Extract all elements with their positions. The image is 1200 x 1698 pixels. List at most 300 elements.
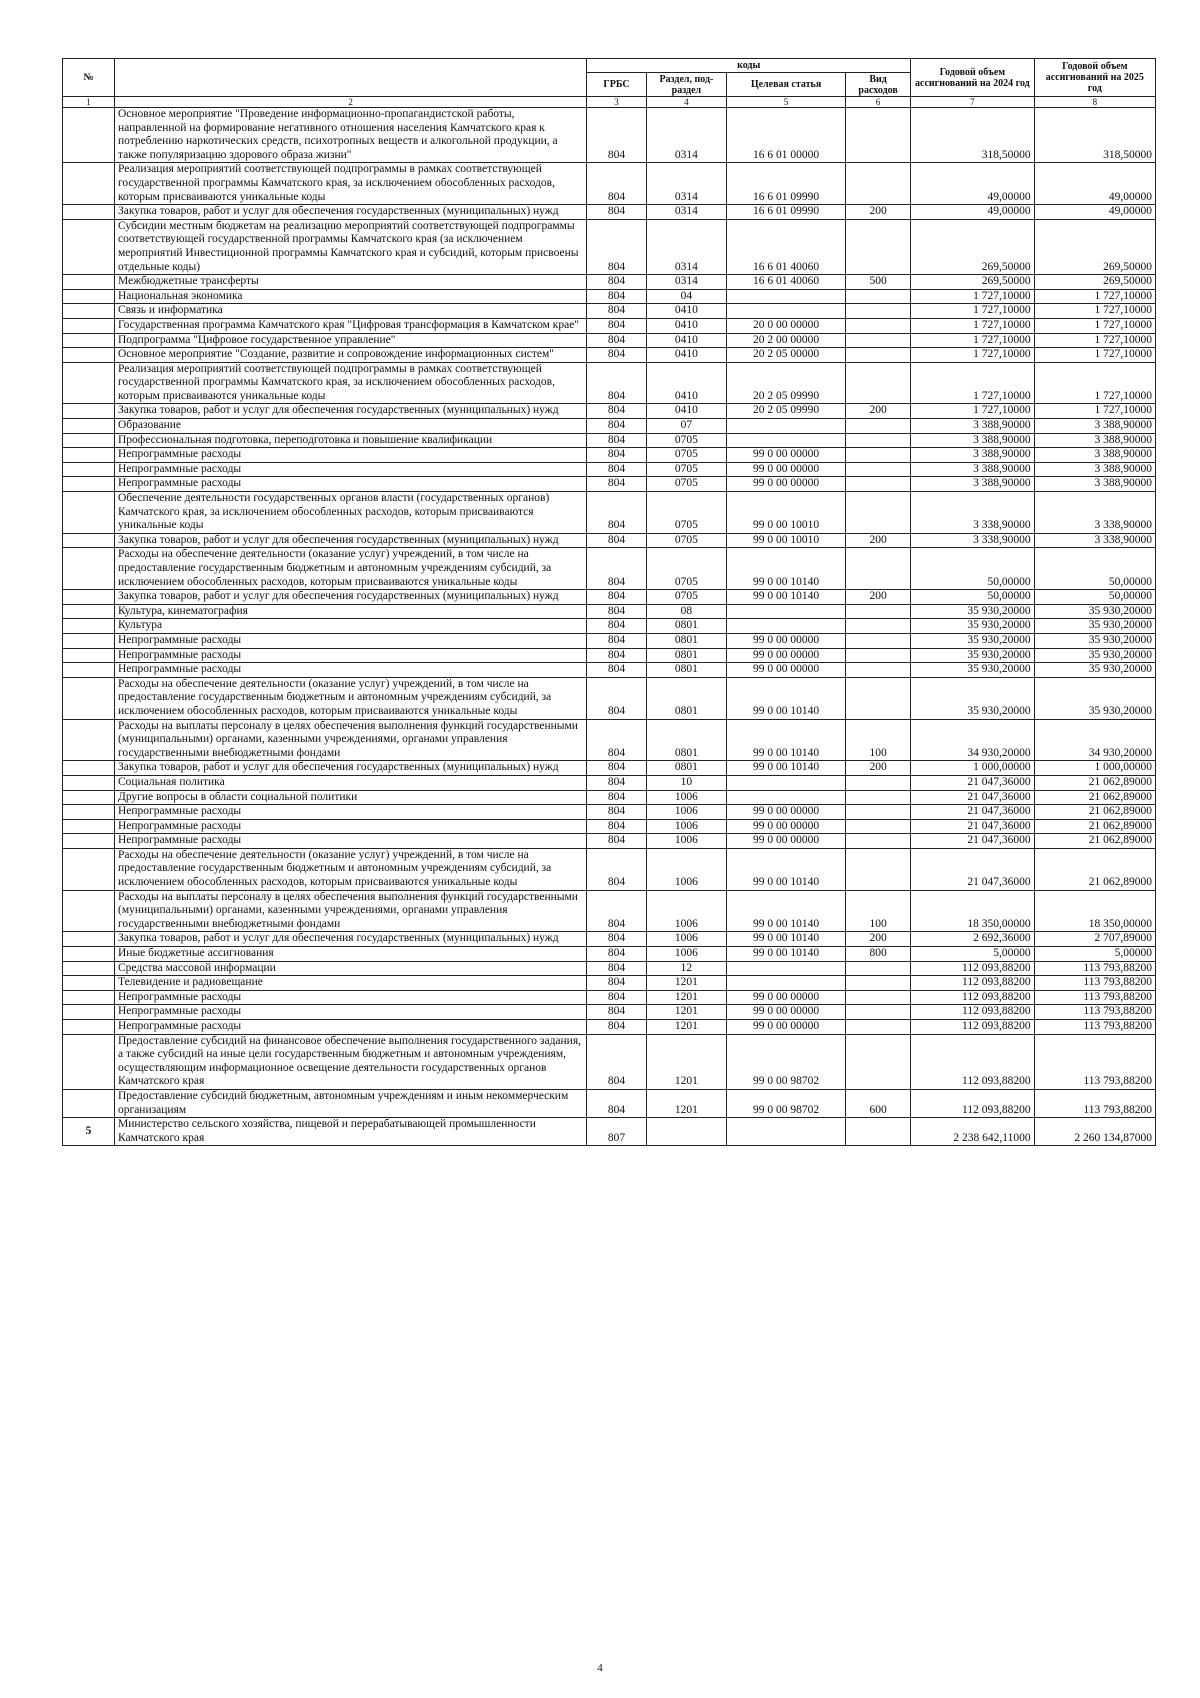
header-year-2025: Годовой объем ассигнований на 2025 год	[1034, 59, 1155, 97]
grbs-code: 804	[587, 890, 647, 932]
row-number	[63, 590, 115, 605]
amount-2025: 3 338,90000	[1034, 492, 1155, 534]
section-code: 0801	[646, 761, 726, 776]
section-code: 1006	[646, 947, 726, 962]
header-row-top	[63, 59, 1156, 73]
amount-2025: 269,50000	[1034, 219, 1155, 274]
table-row	[63, 333, 1156, 348]
expense-name: Министерство сельского хозяйства, пищевой и перерабатывающей промышленности Камчатского края	[114, 1118, 586, 1146]
section-code: 0410	[646, 404, 726, 419]
table-row	[63, 1034, 1156, 1089]
target-article-code	[726, 419, 845, 434]
target-article-code: 99 0 00 00000	[726, 648, 845, 663]
target-article-code: 99 0 00 00000	[726, 1005, 845, 1020]
column-number: 8	[1034, 97, 1155, 108]
amount-2025: 113 793,88200	[1034, 990, 1155, 1005]
grbs-code: 804	[587, 433, 647, 448]
expense-name: Средства массовой информации	[114, 961, 586, 976]
target-article-code	[726, 604, 845, 619]
row-number	[63, 604, 115, 619]
expense-type-code	[846, 333, 911, 348]
section-code: 0705	[646, 533, 726, 548]
row-number	[63, 163, 115, 205]
row-number	[63, 1020, 115, 1035]
amount-2024: 50,00000	[911, 548, 1034, 590]
target-article-code	[726, 976, 845, 991]
section-code: 08	[646, 604, 726, 619]
expense-name: Культура	[114, 619, 586, 634]
target-article-code	[726, 1118, 845, 1146]
row-number	[63, 761, 115, 776]
section-code: 0705	[646, 492, 726, 534]
table-row	[63, 775, 1156, 790]
section-code: 07	[646, 419, 726, 434]
amount-2025: 35 930,20000	[1034, 677, 1155, 719]
target-article-code: 99 0 00 00000	[726, 633, 845, 648]
expense-type-code	[846, 775, 911, 790]
expense-type-code	[846, 648, 911, 663]
amount-2025: 3 388,90000	[1034, 462, 1155, 477]
row-number	[63, 548, 115, 590]
row-number	[63, 404, 115, 419]
row-number	[63, 848, 115, 890]
amount-2025: 113 793,88200	[1034, 1034, 1155, 1089]
table-row	[63, 590, 1156, 605]
amount-2024: 3 388,90000	[911, 462, 1034, 477]
amount-2025: 49,00000	[1034, 163, 1155, 205]
section-code: 0410	[646, 348, 726, 363]
expense-name: Подпрограмма "Цифровое государственное управление"	[114, 333, 586, 348]
amount-2025: 1 727,10000	[1034, 333, 1155, 348]
section-code: 0801	[646, 619, 726, 634]
expense-type-code	[846, 477, 911, 492]
section-code: 0410	[646, 362, 726, 404]
amount-2024: 3 338,90000	[911, 533, 1034, 548]
target-article-code: 99 0 00 00000	[726, 805, 845, 820]
amount-2025: 21 062,89000	[1034, 805, 1155, 820]
expense-type-code	[846, 677, 911, 719]
target-article-code: 99 0 00 00000	[726, 663, 845, 678]
amount-2025: 21 062,89000	[1034, 775, 1155, 790]
expense-type-code	[846, 1020, 911, 1035]
header-article: Целевая статья	[726, 73, 845, 97]
amount-2025: 269,50000	[1034, 275, 1155, 290]
amount-2024: 112 093,88200	[911, 1020, 1034, 1035]
column-numbers-row	[63, 97, 1156, 108]
expense-type-code: 200	[846, 932, 911, 947]
row-number: 5	[63, 1118, 115, 1146]
expense-name: Иные бюджетные ассигнования	[114, 947, 586, 962]
table-row	[63, 275, 1156, 290]
amount-2025: 2 707,89000	[1034, 932, 1155, 947]
section-code: 0705	[646, 462, 726, 477]
expense-name: Закупка товаров, работ и услуг для обеспечения государственных (муниципальных) нужд	[114, 590, 586, 605]
grbs-code: 804	[587, 533, 647, 548]
row-number	[63, 448, 115, 463]
target-article-code: 99 0 00 00000	[726, 448, 845, 463]
expense-type-code: 100	[846, 890, 911, 932]
expense-name: Предоставление субсидий на финансовое обеспечение выполнения государственного задания, а также субсидий на иные цели государственным бюджетным и автономным учреждениям, осуществляющим информационное освещение деятельности государственных органов Камчатского края	[114, 1034, 586, 1089]
expense-type-code	[846, 604, 911, 619]
header-name	[114, 59, 586, 97]
column-number: 3	[587, 97, 647, 108]
section-code: 0314	[646, 219, 726, 274]
amount-2024: 1 727,10000	[911, 404, 1034, 419]
row-number	[63, 433, 115, 448]
target-article-code	[726, 961, 845, 976]
table-row	[63, 448, 1156, 463]
section-code: 1201	[646, 990, 726, 1005]
expense-type-code	[846, 304, 911, 319]
column-number: 2	[114, 97, 586, 108]
grbs-code: 804	[587, 775, 647, 790]
amount-2024: 5,00000	[911, 947, 1034, 962]
expense-type-code	[846, 462, 911, 477]
expense-name: Национальная экономика	[114, 289, 586, 304]
table-row	[63, 834, 1156, 849]
row-number	[63, 834, 115, 849]
grbs-code: 804	[587, 477, 647, 492]
expense-type-code: 800	[846, 947, 911, 962]
table-row	[63, 477, 1156, 492]
amount-2025: 1 727,10000	[1034, 304, 1155, 319]
grbs-code: 804	[587, 163, 647, 205]
section-code: 0314	[646, 205, 726, 220]
amount-2025: 3 388,90000	[1034, 477, 1155, 492]
section-code: 1201	[646, 1034, 726, 1089]
amount-2025: 21 062,89000	[1034, 848, 1155, 890]
row-number	[63, 492, 115, 534]
expense-name: Обеспечение деятельности государственных органов власти (государственных органов) Камчатского края, за исключением обособленных расходов, которым присваиваются уникальные коды	[114, 492, 586, 534]
grbs-code: 804	[587, 348, 647, 363]
expense-name: Образование	[114, 419, 586, 434]
section-code: 0705	[646, 548, 726, 590]
amount-2024: 1 727,10000	[911, 333, 1034, 348]
table-row	[63, 404, 1156, 419]
amount-2024: 35 930,20000	[911, 619, 1034, 634]
table-row	[63, 108, 1156, 163]
amount-2025: 2 260 134,87000	[1034, 1118, 1155, 1146]
expense-type-code	[846, 448, 911, 463]
expense-type-code	[846, 990, 911, 1005]
table-row	[63, 619, 1156, 634]
grbs-code: 804	[587, 492, 647, 534]
table-row	[63, 604, 1156, 619]
amount-2025: 3 338,90000	[1034, 533, 1155, 548]
header-grbs: ГРБС	[587, 73, 647, 97]
target-article-code: 99 0 00 10140	[726, 719, 845, 761]
expense-name: Расходы на выплаты персоналу в целях обеспечения выполнения функций государственными (муниципальными) органами, казенными учреждениями, органами управления государственными внебюджетными фондами	[114, 719, 586, 761]
grbs-code: 804	[587, 961, 647, 976]
amount-2024: 112 093,88200	[911, 1005, 1034, 1020]
target-article-code: 99 0 00 10010	[726, 492, 845, 534]
target-article-code: 99 0 00 10140	[726, 590, 845, 605]
amount-2024: 35 930,20000	[911, 648, 1034, 663]
table-row	[63, 677, 1156, 719]
row-number	[63, 775, 115, 790]
amount-2025: 35 930,20000	[1034, 619, 1155, 634]
table-row	[63, 304, 1156, 319]
row-number	[63, 108, 115, 163]
target-article-code: 99 0 00 10140	[726, 890, 845, 932]
amount-2024: 112 093,88200	[911, 976, 1034, 991]
section-code: 0801	[646, 677, 726, 719]
section-code: 0705	[646, 590, 726, 605]
expense-type-code	[846, 108, 911, 163]
amount-2024: 35 930,20000	[911, 663, 1034, 678]
grbs-code: 804	[587, 1020, 647, 1035]
amount-2024: 1 727,10000	[911, 362, 1034, 404]
expense-name: Расходы на обеспечение деятельности (оказание услуг) учреждений, в том числе на предоставление государственным бюджетным и автономным учреждениям субсидий, за исключением обособленных расходов, которым присваиваются уникальные коды	[114, 548, 586, 590]
expense-name: Непрограммные расходы	[114, 663, 586, 678]
target-article-code	[726, 289, 845, 304]
grbs-code: 804	[587, 633, 647, 648]
row-number	[63, 318, 115, 333]
section-code: 0410	[646, 318, 726, 333]
expense-type-code	[846, 834, 911, 849]
target-article-code: 99 0 00 98702	[726, 1034, 845, 1089]
section-code: 1201	[646, 976, 726, 991]
section-code: 1006	[646, 790, 726, 805]
section-code: 0705	[646, 433, 726, 448]
target-article-code: 99 0 00 10140	[726, 677, 845, 719]
expense-type-code	[846, 633, 911, 648]
expense-type-code	[846, 492, 911, 534]
amount-2025: 1 727,10000	[1034, 318, 1155, 333]
expense-name: Непрограммные расходы	[114, 648, 586, 663]
table-row	[63, 648, 1156, 663]
table-row	[63, 1020, 1156, 1035]
amount-2025: 35 930,20000	[1034, 633, 1155, 648]
amount-2024: 3 388,90000	[911, 433, 1034, 448]
grbs-code: 804	[587, 805, 647, 820]
row-number	[63, 805, 115, 820]
target-article-code: 16 6 01 09990	[726, 163, 845, 205]
amount-2024: 2 238 642,11000	[911, 1118, 1034, 1146]
table-row	[63, 289, 1156, 304]
table-row	[63, 719, 1156, 761]
amount-2025: 3 388,90000	[1034, 448, 1155, 463]
expense-name: Непрограммные расходы	[114, 1020, 586, 1035]
expense-name: Непрограммные расходы	[114, 448, 586, 463]
target-article-code: 16 6 01 00000	[726, 108, 845, 163]
grbs-code: 804	[587, 932, 647, 947]
amount-2024: 21 047,36000	[911, 848, 1034, 890]
expense-name: Закупка товаров, работ и услуг для обеспечения государственных (муниципальных) нужд	[114, 533, 586, 548]
target-article-code	[726, 775, 845, 790]
target-article-code: 99 0 00 00000	[726, 834, 845, 849]
section-code: 1006	[646, 819, 726, 834]
target-article-code: 16 6 01 40060	[726, 275, 845, 290]
table-row	[63, 462, 1156, 477]
section-code: 1201	[646, 1089, 726, 1117]
expense-type-code	[846, 163, 911, 205]
section-code: 1006	[646, 834, 726, 849]
target-article-code: 99 0 00 98702	[726, 1089, 845, 1117]
row-number	[63, 289, 115, 304]
target-article-code	[726, 790, 845, 805]
amount-2024: 1 727,10000	[911, 289, 1034, 304]
section-code: 1201	[646, 1005, 726, 1020]
amount-2024: 112 093,88200	[911, 1034, 1034, 1089]
expense-name: Предоставление субсидий бюджетным, автономным учреждениям и иным некоммерческим организациям	[114, 1089, 586, 1117]
grbs-code: 804	[587, 790, 647, 805]
amount-2024: 112 093,88200	[911, 990, 1034, 1005]
table-row	[63, 548, 1156, 590]
amount-2025: 5,00000	[1034, 947, 1155, 962]
column-number: 1	[63, 97, 115, 108]
grbs-code: 804	[587, 1005, 647, 1020]
expense-type-code: 100	[846, 719, 911, 761]
table-row	[63, 663, 1156, 678]
amount-2024: 18 350,00000	[911, 890, 1034, 932]
amount-2025: 35 930,20000	[1034, 663, 1155, 678]
section-code: 0314	[646, 163, 726, 205]
target-article-code: 20 0 00 00000	[726, 318, 845, 333]
amount-2024: 112 093,88200	[911, 961, 1034, 976]
table-row	[63, 848, 1156, 890]
row-number	[63, 219, 115, 274]
target-article-code: 99 0 00 00000	[726, 990, 845, 1005]
grbs-code: 804	[587, 289, 647, 304]
amount-2025: 35 930,20000	[1034, 648, 1155, 663]
grbs-code: 804	[587, 462, 647, 477]
amount-2025: 1 727,10000	[1034, 348, 1155, 363]
amount-2025: 35 930,20000	[1034, 604, 1155, 619]
grbs-code: 804	[587, 548, 647, 590]
target-article-code: 20 2 05 09990	[726, 362, 845, 404]
table-row	[63, 976, 1156, 991]
section-code: 0705	[646, 448, 726, 463]
table-row	[63, 633, 1156, 648]
table-row	[63, 1118, 1156, 1146]
row-number	[63, 419, 115, 434]
amount-2025: 21 062,89000	[1034, 819, 1155, 834]
grbs-code: 804	[587, 304, 647, 319]
expense-type-code	[846, 419, 911, 434]
target-article-code: 99 0 00 00000	[726, 462, 845, 477]
amount-2024: 269,50000	[911, 275, 1034, 290]
grbs-code: 804	[587, 219, 647, 274]
table-row	[63, 205, 1156, 220]
expense-type-code	[846, 619, 911, 634]
expense-name: Непрограммные расходы	[114, 462, 586, 477]
expense-type-code: 200	[846, 533, 911, 548]
row-number	[63, 719, 115, 761]
grbs-code: 804	[587, 719, 647, 761]
row-number	[63, 677, 115, 719]
expense-type-code	[846, 976, 911, 991]
table-row	[63, 362, 1156, 404]
grbs-code: 804	[587, 677, 647, 719]
table-row	[63, 761, 1156, 776]
expense-name: Расходы на обеспечение деятельности (оказание услуг) учреждений, в том числе на предоставление государственным бюджетным и автономным учреждениям субсидий, за исключением обособленных расходов, которым присваиваются уникальные коды	[114, 848, 586, 890]
row-number	[63, 304, 115, 319]
grbs-code: 804	[587, 275, 647, 290]
table-row	[63, 1005, 1156, 1020]
amount-2024: 1 727,10000	[911, 304, 1034, 319]
section-code: 12	[646, 961, 726, 976]
target-article-code: 99 0 00 10140	[726, 947, 845, 962]
column-number: 6	[846, 97, 911, 108]
grbs-code: 804	[587, 761, 647, 776]
expense-type-code	[846, 819, 911, 834]
expense-name: Закупка товаров, работ и услуг для обеспечения государственных (муниципальных) нужд	[114, 761, 586, 776]
table-row	[63, 890, 1156, 932]
expense-type-code	[846, 362, 911, 404]
expense-type-code	[846, 848, 911, 890]
amount-2024: 34 930,20000	[911, 719, 1034, 761]
expense-name: Связь и информатика	[114, 304, 586, 319]
row-number	[63, 932, 115, 947]
section-code: 1006	[646, 932, 726, 947]
amount-2024: 1 727,10000	[911, 318, 1034, 333]
expense-type-code	[846, 1005, 911, 1020]
amount-2025: 318,50000	[1034, 108, 1155, 163]
grbs-code: 804	[587, 419, 647, 434]
row-number	[63, 1034, 115, 1089]
expense-name: Основное мероприятие "Проведение информационно-пропагандистской работы, направленной на формирование негативного отношения населения Камчатского края к потреблению наркотических средств, психотропных веществ и алкогольной продукции, а также популяризацию здорового образа жизни"	[114, 108, 586, 163]
grbs-code: 807	[587, 1118, 647, 1146]
expense-name: Субсидии местным бюджетам на реализацию мероприятий соответствующей подпрограммы соответствующей государственной программы Камчатского края (за исключением мероприятий Инвестиционной программы Камчатского края и субсидий, которым присвоены отдельные коды)	[114, 219, 586, 274]
expense-type-code	[846, 663, 911, 678]
table-row	[63, 819, 1156, 834]
amount-2024: 21 047,36000	[911, 790, 1034, 805]
section-code	[646, 1118, 726, 1146]
expense-name: Закупка товаров, работ и услуг для обеспечения государственных (муниципальных) нужд	[114, 932, 586, 947]
grbs-code: 804	[587, 648, 647, 663]
amount-2024: 21 047,36000	[911, 805, 1034, 820]
grbs-code: 804	[587, 848, 647, 890]
target-article-code: 20 2 05 09990	[726, 404, 845, 419]
expense-type-code: 600	[846, 1089, 911, 1117]
section-code: 1006	[646, 848, 726, 890]
table-row	[63, 990, 1156, 1005]
target-article-code: 99 0 00 10010	[726, 533, 845, 548]
section-code: 1006	[646, 890, 726, 932]
amount-2024: 49,00000	[911, 163, 1034, 205]
target-article-code: 16 6 01 09990	[726, 205, 845, 220]
expense-name: Непрограммные расходы	[114, 1005, 586, 1020]
expense-name: Основное мероприятие "Создание, развитие и сопровождение информационных систем"	[114, 348, 586, 363]
expense-name: Непрограммные расходы	[114, 477, 586, 492]
column-number: 7	[911, 97, 1034, 108]
expense-type-code	[846, 433, 911, 448]
amount-2025: 21 062,89000	[1034, 834, 1155, 849]
amount-2025: 113 793,88200	[1034, 1089, 1155, 1117]
row-number	[63, 976, 115, 991]
amount-2025: 50,00000	[1034, 548, 1155, 590]
grbs-code: 804	[587, 404, 647, 419]
grbs-code: 804	[587, 362, 647, 404]
column-number: 4	[646, 97, 726, 108]
expense-name: Социальная политика	[114, 775, 586, 790]
target-article-code: 16 6 01 40060	[726, 219, 845, 274]
table-row	[63, 805, 1156, 820]
grbs-code: 804	[587, 663, 647, 678]
section-code: 04	[646, 289, 726, 304]
section-code: 0801	[646, 663, 726, 678]
section-code: 10	[646, 775, 726, 790]
amount-2024: 21 047,36000	[911, 834, 1034, 849]
header-expense-type: Вид расходов	[846, 73, 911, 97]
amount-2025: 1 727,10000	[1034, 404, 1155, 419]
row-number	[63, 348, 115, 363]
amount-2025: 113 793,88200	[1034, 961, 1155, 976]
row-number	[63, 1089, 115, 1117]
section-code: 0705	[646, 477, 726, 492]
row-number	[63, 990, 115, 1005]
